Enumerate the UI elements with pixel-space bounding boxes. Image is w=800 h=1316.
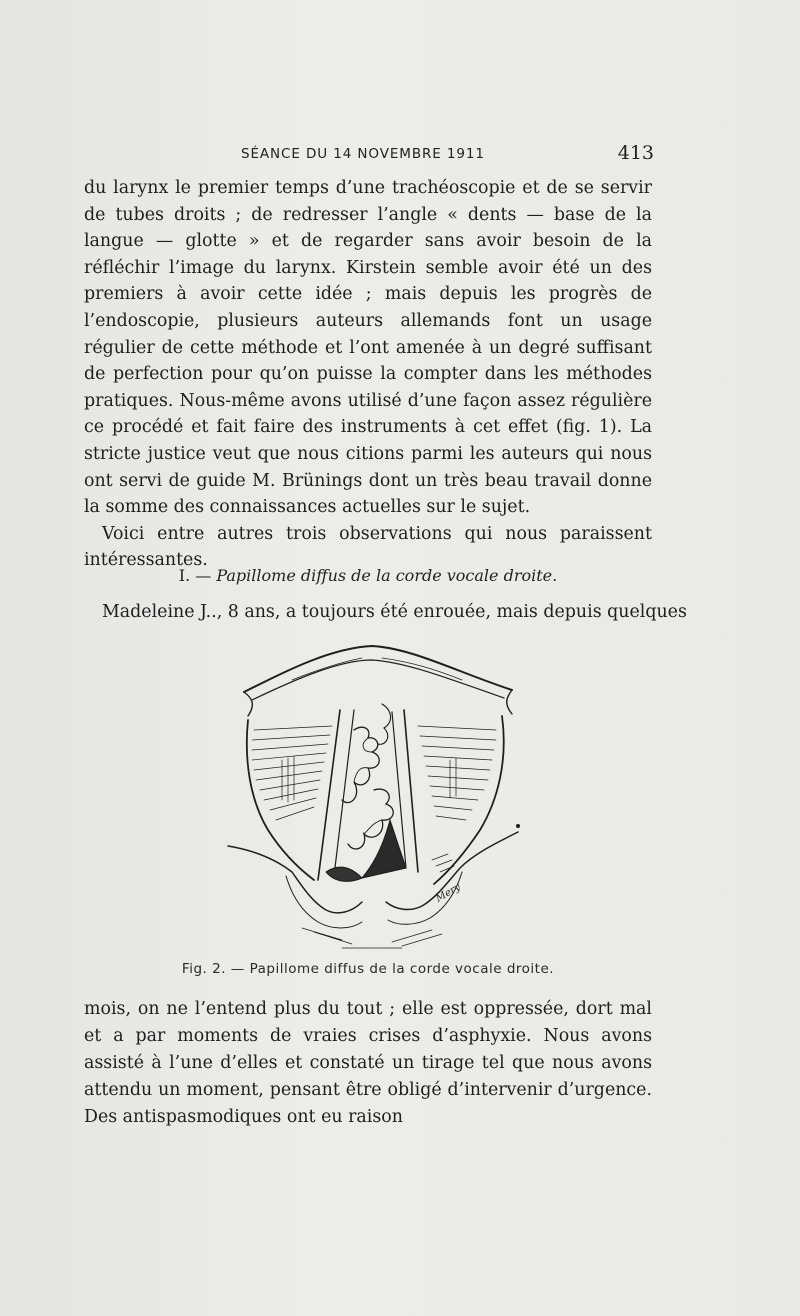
larynx-illustration [222, 640, 522, 952]
continuation-text [84, 996, 652, 1131]
illustrator-signature: Mery [434, 881, 463, 905]
section-title: Papillome diffus de la corde vocale droite. [216, 566, 558, 585]
section-number: I. — [178, 566, 212, 585]
running-title: SÉANCE DU 14 NOVEMBRE 1911 [241, 146, 485, 162]
running-head [84, 142, 654, 172]
continuation-paragraph: mois, on ne l’entend plus du tout ; elle est oppressée, dort mal et a par moments de vraies crises d’asphyxie. Nous avons assisté à l’une d’elles et constaté un tirage tel que nous avons attendu un moment, pensant être obligé d’intervenir d’urgence. Des antispasmodiques ont eu raison [84, 999, 652, 1127]
paragraph-1: du larynx le premier temps d’une trachéoscopie et de se servir de tubes droits ; de redresser l’angle « dents — base de la langue — glotte » et de regarder sans avoir besoin de la réfléchir l’image du larynx. Kirstein semble avoir été un des premiers à avoir cette idée ; mais depuis les progrès de l’endoscopie, plusieurs auteurs allemands font un usage régulier de cette méthode et l’ont amenée à un degré suffisant de perfection pour qu’on puisse la compter dans les méthodes pratiques. Nous-même avons utilisé d’une façon assez régulière ce procédé et fait faire des instruments à cet effet (fig. 1). La stricte justice veut que nous citions parmi les auteurs qui nous ont servi de guide M. Brünings dont un très beau travail donne la somme des connaissances actuelles sur le sujet. [84, 178, 652, 518]
figure-caption: Fig. 2. — Papillome diffus de la corde vocale droite. [181, 961, 555, 977]
section-heading [84, 566, 652, 585]
page-number: 413 [617, 142, 654, 164]
paragraph-2: Voici entre autres trois observations qui nous paraissent intéressantes. [84, 523, 652, 571]
observation-first-line: Madeleine J.., 8 ans, a toujours été enrouée, mais depuis quelques [102, 602, 687, 622]
body-text [84, 175, 652, 574]
larynx-drawing [222, 640, 522, 952]
